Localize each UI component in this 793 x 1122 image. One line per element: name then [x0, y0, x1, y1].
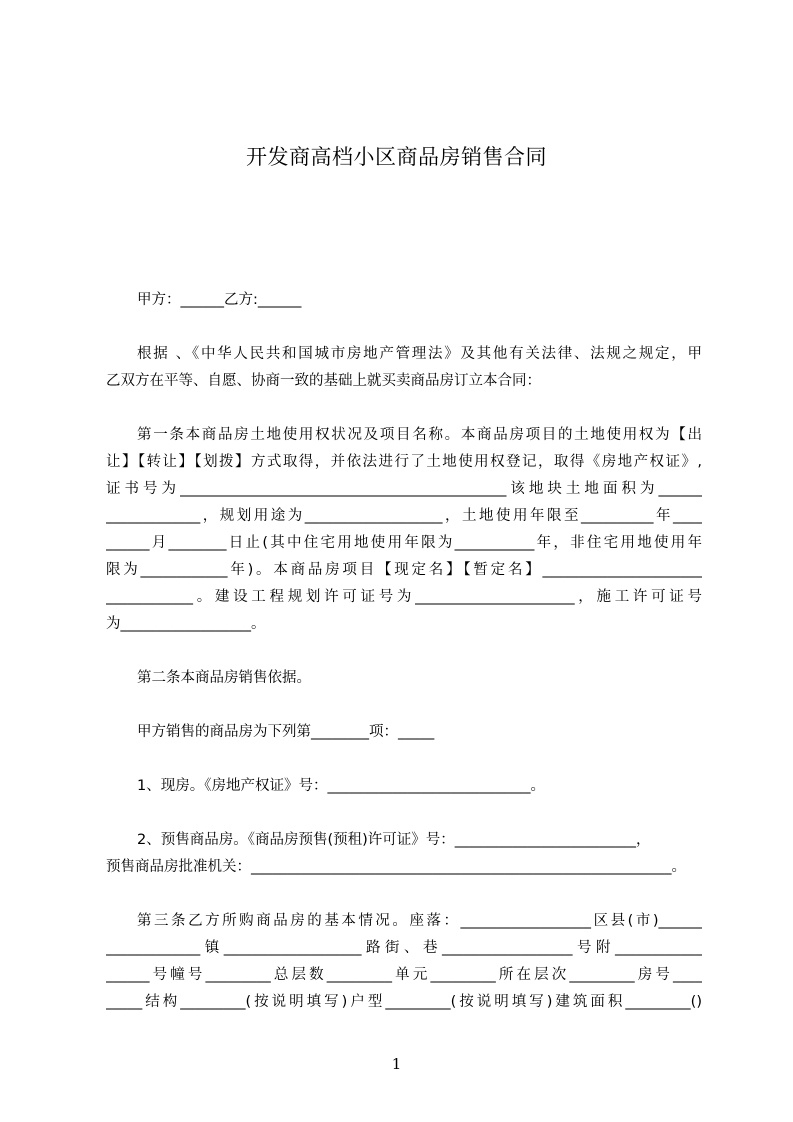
article1-line-4: _____________，规划用途为___________________，土地使用年限至__________年____ [106, 508, 702, 524]
page-number: 1 [391, 1055, 402, 1073]
intro-line-1: 根据 、《中华人民共和国城市房地产管理法》及其他有关法律、法规之规定，甲 [137, 346, 702, 362]
article2-items-line: 甲方销售的商品房为下列第________项：_____ [137, 724, 435, 740]
article3-line-4: _____结构_________(按说明填写)户型_________(按说明填写)建筑面积_________() [106, 994, 702, 1010]
article3-line-2: _____________镇___________________路街、巷__________________号附____________ [106, 940, 702, 956]
party-line: 甲方：______乙方:______ [137, 292, 302, 308]
article2-item2-line-2: 预售商品房批准机关：__________________________________________________________。 [106, 859, 686, 875]
article1-line-7: ____________。建设工程规划许可证号为______________________，施工许可证号 [106, 589, 702, 605]
article1-line-6: 限为____________年)。本商品房项目【现定名】【暂定名】______________________ [106, 562, 702, 578]
article3-line-3: ______号幢号_________总层数_________单元_________所在层次_________房号____ [106, 967, 702, 983]
article1-line-1: 第一条本商品房土地使用权状况及项目名称。本商品房项目的土地使用权为【出 [137, 427, 702, 443]
contract-title: 开发商高档小区商品房销售合同 [246, 145, 547, 169]
article2-item1: 1、现房。《房地产权证》号：____________________________。 [137, 778, 545, 794]
article1-line-3: 证书号为_____________________________________________该地块土地面积为______ [106, 481, 702, 497]
article2-title: 第二条本商品房销售依据。 [137, 670, 311, 686]
article2-item2-line-1: 2、预售商品房。《商品房预售(预租)许可证》号：_________________________， [137, 832, 651, 848]
article1-line-8: 为__________________。 [106, 616, 266, 632]
intro-line-2: 乙双方在平等、自愿、协商一致的基础上就买卖商品房订立本合同： [106, 373, 541, 389]
article1-line-2: 让】【转让】【划拨】方式取得，并依法进行了土地使用权登记，取得《房地产权证》, [106, 454, 702, 470]
article3-line-1: 第三条乙方所购商品房的基本情况。座落：__________________区县(市)______ [137, 913, 702, 929]
article1-line-5: ______月________日止(其中住宅用地使用年限为___________年，非住宅用地使用年 [106, 535, 702, 551]
